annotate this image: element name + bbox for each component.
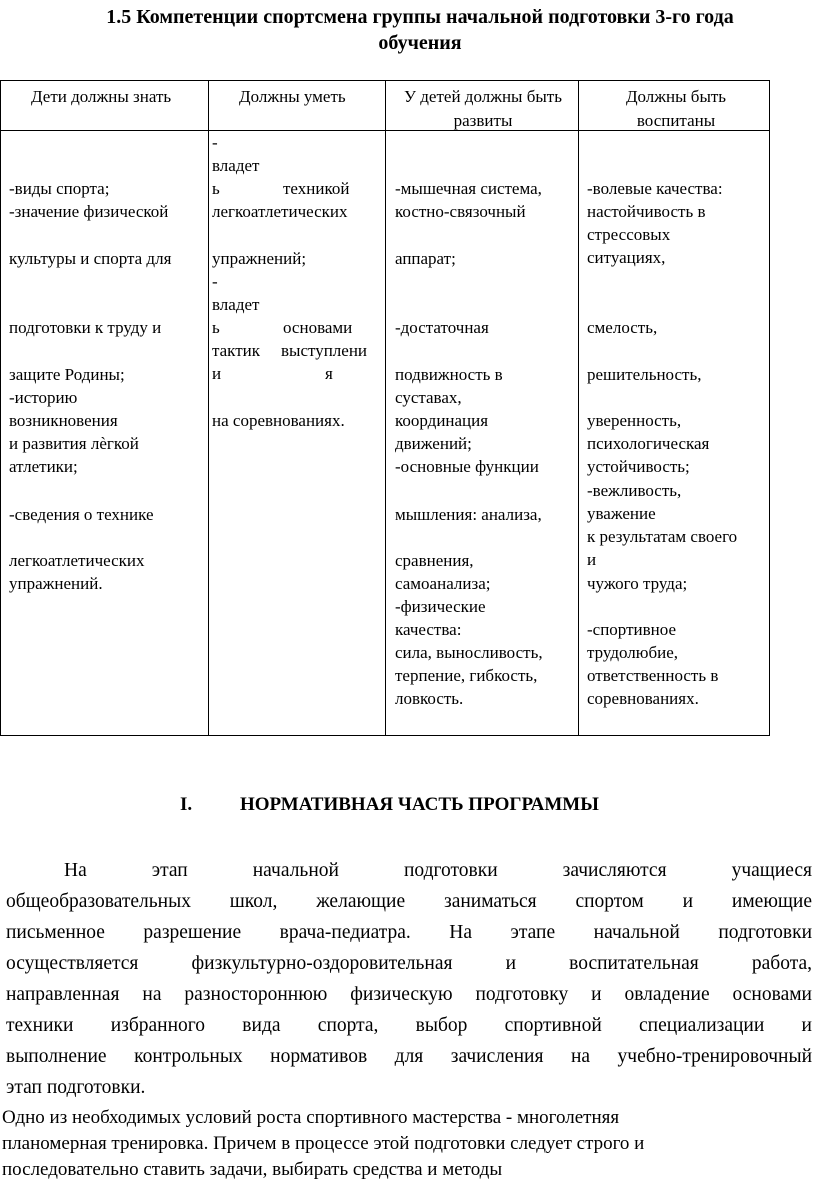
table-cell-brought-up: ответственность в xyxy=(587,666,719,685)
table-cell-developed: терпение, гибкость, xyxy=(395,666,538,685)
table-cell-skills: владет xyxy=(212,156,260,175)
table-cell-brought-up: уверенность, xyxy=(587,411,682,430)
table-cell-developed: аппарат; xyxy=(395,249,456,268)
paragraph-line: техники избранного вида спорта, выбор спортивной специализации и xyxy=(6,1015,812,1036)
table-divider xyxy=(578,81,579,735)
section-title: НОРМАТИВНАЯ ЧАСТЬ ПРОГРАММЫ xyxy=(240,794,599,815)
table-cell-brought-up: уважение xyxy=(587,504,656,523)
table-cell-skills: техникой xyxy=(283,179,350,198)
table-cell-know: возникновения xyxy=(9,411,118,430)
table-cell-skills: выступлени xyxy=(281,341,368,360)
paragraph-line: планомерная тренировка. Причем в процессе этой подготовки следует строго и xyxy=(2,1133,645,1154)
table-cell-know: легкоатлетических xyxy=(9,551,145,570)
table-cell-developed: -мышечная система, xyxy=(395,179,542,198)
table-cell-skills: я xyxy=(325,364,333,383)
table-cell-know: -историю xyxy=(9,388,78,407)
table-cell-developed: самоанализа; xyxy=(395,574,491,593)
section-number: I. xyxy=(180,794,193,815)
table-cell-skills: тактик xyxy=(212,341,261,360)
paragraph-line: выполнение контрольных нормативов для зачисления на учебно-тренировочный xyxy=(6,1046,812,1067)
table-cell-brought-up: ситуациях, xyxy=(587,248,666,267)
table-cell-brought-up: соревнованиях. xyxy=(587,689,699,708)
table-cell-developed: -физические xyxy=(395,597,486,616)
table-cell-brought-up: настойчивость в xyxy=(587,202,706,221)
table-cell-brought-up: устойчивость; xyxy=(587,457,690,476)
table-cell-brought-up: чужого труда; xyxy=(587,574,688,593)
table-cell-developed: костно-связочный xyxy=(395,202,526,221)
table-cell-brought-up: к результатам своего xyxy=(587,527,738,546)
paragraph-admission xyxy=(6,855,812,1103)
table-cell-skills: ь xyxy=(212,179,220,198)
table-cell-developed: подвижность в xyxy=(395,365,503,384)
paragraph-line: общеобразовательных школ, желающие заниматься спортом и имеющие xyxy=(6,891,812,912)
table-cell-skills: ь xyxy=(212,318,220,337)
table-cell-developed: -основные функции xyxy=(395,457,539,476)
table-cell-skills: владет xyxy=(212,295,260,314)
page-title xyxy=(40,4,800,56)
table-cell-know: подготовки к труду и xyxy=(9,318,162,337)
table-cell-brought-up: решительность, xyxy=(587,365,702,384)
paragraph-line: осуществляется физкультурно-оздоровительная и воспитательная работа, xyxy=(6,953,812,974)
table-cell-know: атлетики; xyxy=(9,457,78,476)
table-cell-developed: ловкость. xyxy=(395,689,464,708)
table-header-developed: У детей должны быть развиты xyxy=(404,87,562,130)
table-cell-developed: сравнения, xyxy=(395,551,474,570)
competencies-table xyxy=(0,80,770,736)
paragraph-line: последовательно ставить задачи, выбирать средства и методы xyxy=(2,1159,503,1180)
table-cell-brought-up: трудолюбие, xyxy=(587,643,678,662)
table-cell-know: -виды спорта; xyxy=(9,179,110,198)
table-cell-brought-up: -вежливость, xyxy=(587,481,682,500)
table-cell-skills: - xyxy=(212,272,218,291)
table-cell-know: и развития лѐгкой xyxy=(9,434,139,453)
table-cell-brought-up: -волевые качества: xyxy=(587,179,723,198)
table-cell-know: культуры и спорта для xyxy=(9,249,172,268)
page-title-line-1: 1.5 Компетенции спортсмена группы начальной подготовки 3-го года xyxy=(106,6,734,28)
table-cell-skills: и xyxy=(212,364,222,383)
table-cell-skills: - xyxy=(212,133,218,152)
table-cell-skills: на соревнованиях. xyxy=(212,411,345,430)
paragraph-line: этап подготовки. xyxy=(6,1077,146,1098)
table-cell-brought-up: стрессовых xyxy=(587,225,671,244)
table-header-brought-up: Должны быть воспитаны xyxy=(625,87,727,130)
table-cell-brought-up: -спортивное xyxy=(587,620,676,639)
table-cell-developed: качества: xyxy=(395,620,462,639)
table-header-skills: Должны уметь xyxy=(239,87,346,106)
table-cell-know: упражнений. xyxy=(9,574,103,593)
table-divider xyxy=(385,81,386,735)
table-cell-developed: координация xyxy=(395,411,489,430)
table-cell-developed: -достаточная xyxy=(395,318,489,337)
table-cell-developed: движений; xyxy=(395,434,472,453)
table-cell-skills: основами xyxy=(283,318,353,337)
paragraph-line: На этап начальной подготовки зачисляются учащиеся xyxy=(64,860,812,881)
paragraph-line: письменное разрешение врача-педиатра. На этапе начальной подготовки xyxy=(6,922,812,943)
table-cell-know: защите Родины; xyxy=(9,365,125,384)
table-cell-developed: сила, выносливость, xyxy=(395,643,543,662)
table-cell-developed: суставах, xyxy=(395,388,462,407)
table-header-know: Дети должны знать xyxy=(31,87,172,106)
table-cell-brought-up: и xyxy=(587,550,597,569)
table-cell-skills: легкоатлетических xyxy=(212,202,348,221)
table-cell-developed: мышления: анализа, xyxy=(395,505,542,524)
paragraph-line: направленная на разностороннюю физическую подготовку и овладение основами xyxy=(6,984,812,1005)
table-cell-know: -сведения о технике xyxy=(9,505,154,524)
table-cell-brought-up: психологическая xyxy=(587,434,710,453)
table-cell-know: -значение физической xyxy=(9,202,169,221)
table-divider xyxy=(208,81,209,735)
page-title-line-2: обучения xyxy=(378,32,462,54)
table-cell-skills: упражнений; xyxy=(212,249,307,268)
table-cell-brought-up: смелость, xyxy=(587,318,658,337)
paragraph-line: Одно из необходимых условий роста спортивного мастерства - многолетняя xyxy=(2,1107,620,1128)
